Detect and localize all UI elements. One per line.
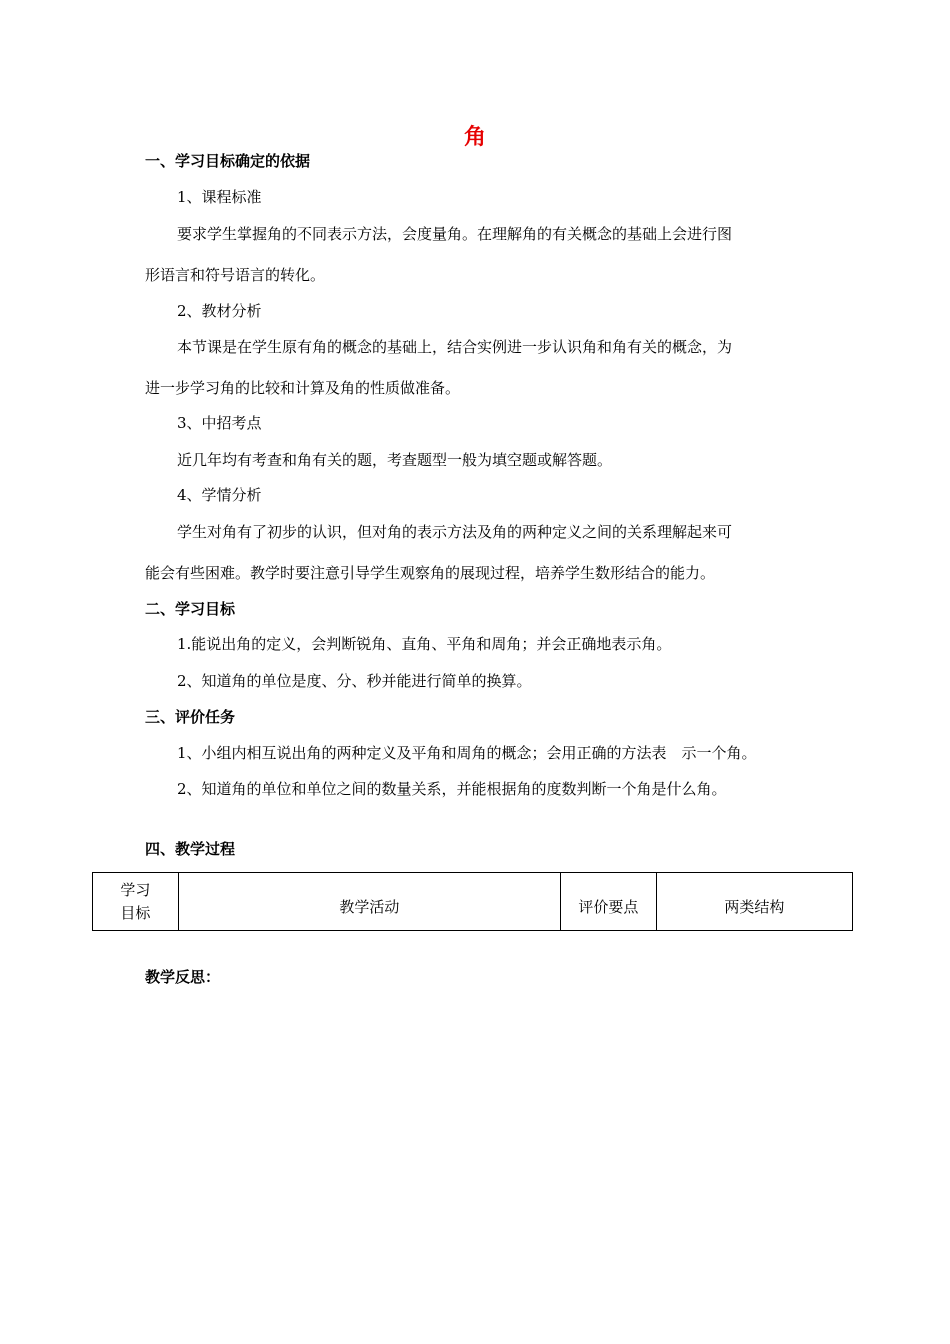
table-header-objective-line1: 学习	[120, 880, 151, 899]
paragraph-student-line1: 学生对角有了初步的认识，但对角的表示方法及角的两种定义之间的关系理解起来可	[177, 523, 733, 541]
section-heading-process: 四、教学过程	[145, 840, 236, 858]
section-heading-basis: 一、学习目标确定的依据	[145, 152, 311, 170]
table-header-objective-line2: 目标	[120, 903, 151, 922]
paragraph-curriculum-line1: 要求学生掌握角的不同表示方法，会度量角。在理解角的有关概念的基础上会进行图	[177, 225, 733, 243]
table-header-objective	[93, 873, 179, 931]
paragraph-student-line2: 能会有些困难。教学时要注意引导学生观察角的展现过程，培养学生数形结合的能力。	[145, 564, 716, 582]
section-heading-objectives: 二、学习目标	[145, 600, 236, 618]
section-heading-evaluation: 三、评价任务	[145, 708, 236, 726]
subheading-curriculum-standard: 1、课程标准	[177, 188, 262, 206]
table-row	[93, 873, 853, 931]
objective-item-2: 2、知道角的单位是度、分、秒并能进行简单的换算。	[177, 672, 532, 690]
objective-item-1: 1.能说出角的定义，会判断锐角、直角、平角和周角；并会正确地表示角。	[177, 635, 672, 653]
evaluation-item-1: 1、小组内相互说出角的两种定义及平角和周角的概念；会用正确的方法表 示一个角。	[177, 744, 757, 762]
subheading-textbook-analysis: 2、教材分析	[177, 302, 262, 320]
paragraph-textbook-line2: 进一步学习角的比较和计算及角的性质做准备。	[145, 379, 461, 397]
subheading-exam-points: 3、中招考点	[177, 414, 262, 432]
reflection-label: 教学反思：	[145, 968, 221, 986]
paragraph-exam-line1: 近几年均有考查和角有关的题，考查题型一般为填空题或解答题。	[177, 451, 613, 469]
table-header-structure: 两类结构	[656, 873, 852, 931]
document-title: 角	[463, 125, 486, 150]
evaluation-item-2: 2、知道角的单位和单位之间的数量关系，并能根据角的度数判断一个角是什么角。	[177, 780, 727, 798]
paragraph-curriculum-line2: 形语言和符号语言的转化。	[145, 266, 326, 284]
paragraph-textbook-line1: 本节课是在学生原有角的概念的基础上，结合实例进一步认识角和角有关的概念，为	[177, 338, 733, 356]
table-header-evaluation-points: 评价要点	[561, 873, 657, 931]
table-header-activity: 教学活动	[178, 873, 560, 931]
subheading-student-analysis: 4、学情分析	[177, 486, 262, 504]
teaching-process-table	[92, 872, 853, 931]
